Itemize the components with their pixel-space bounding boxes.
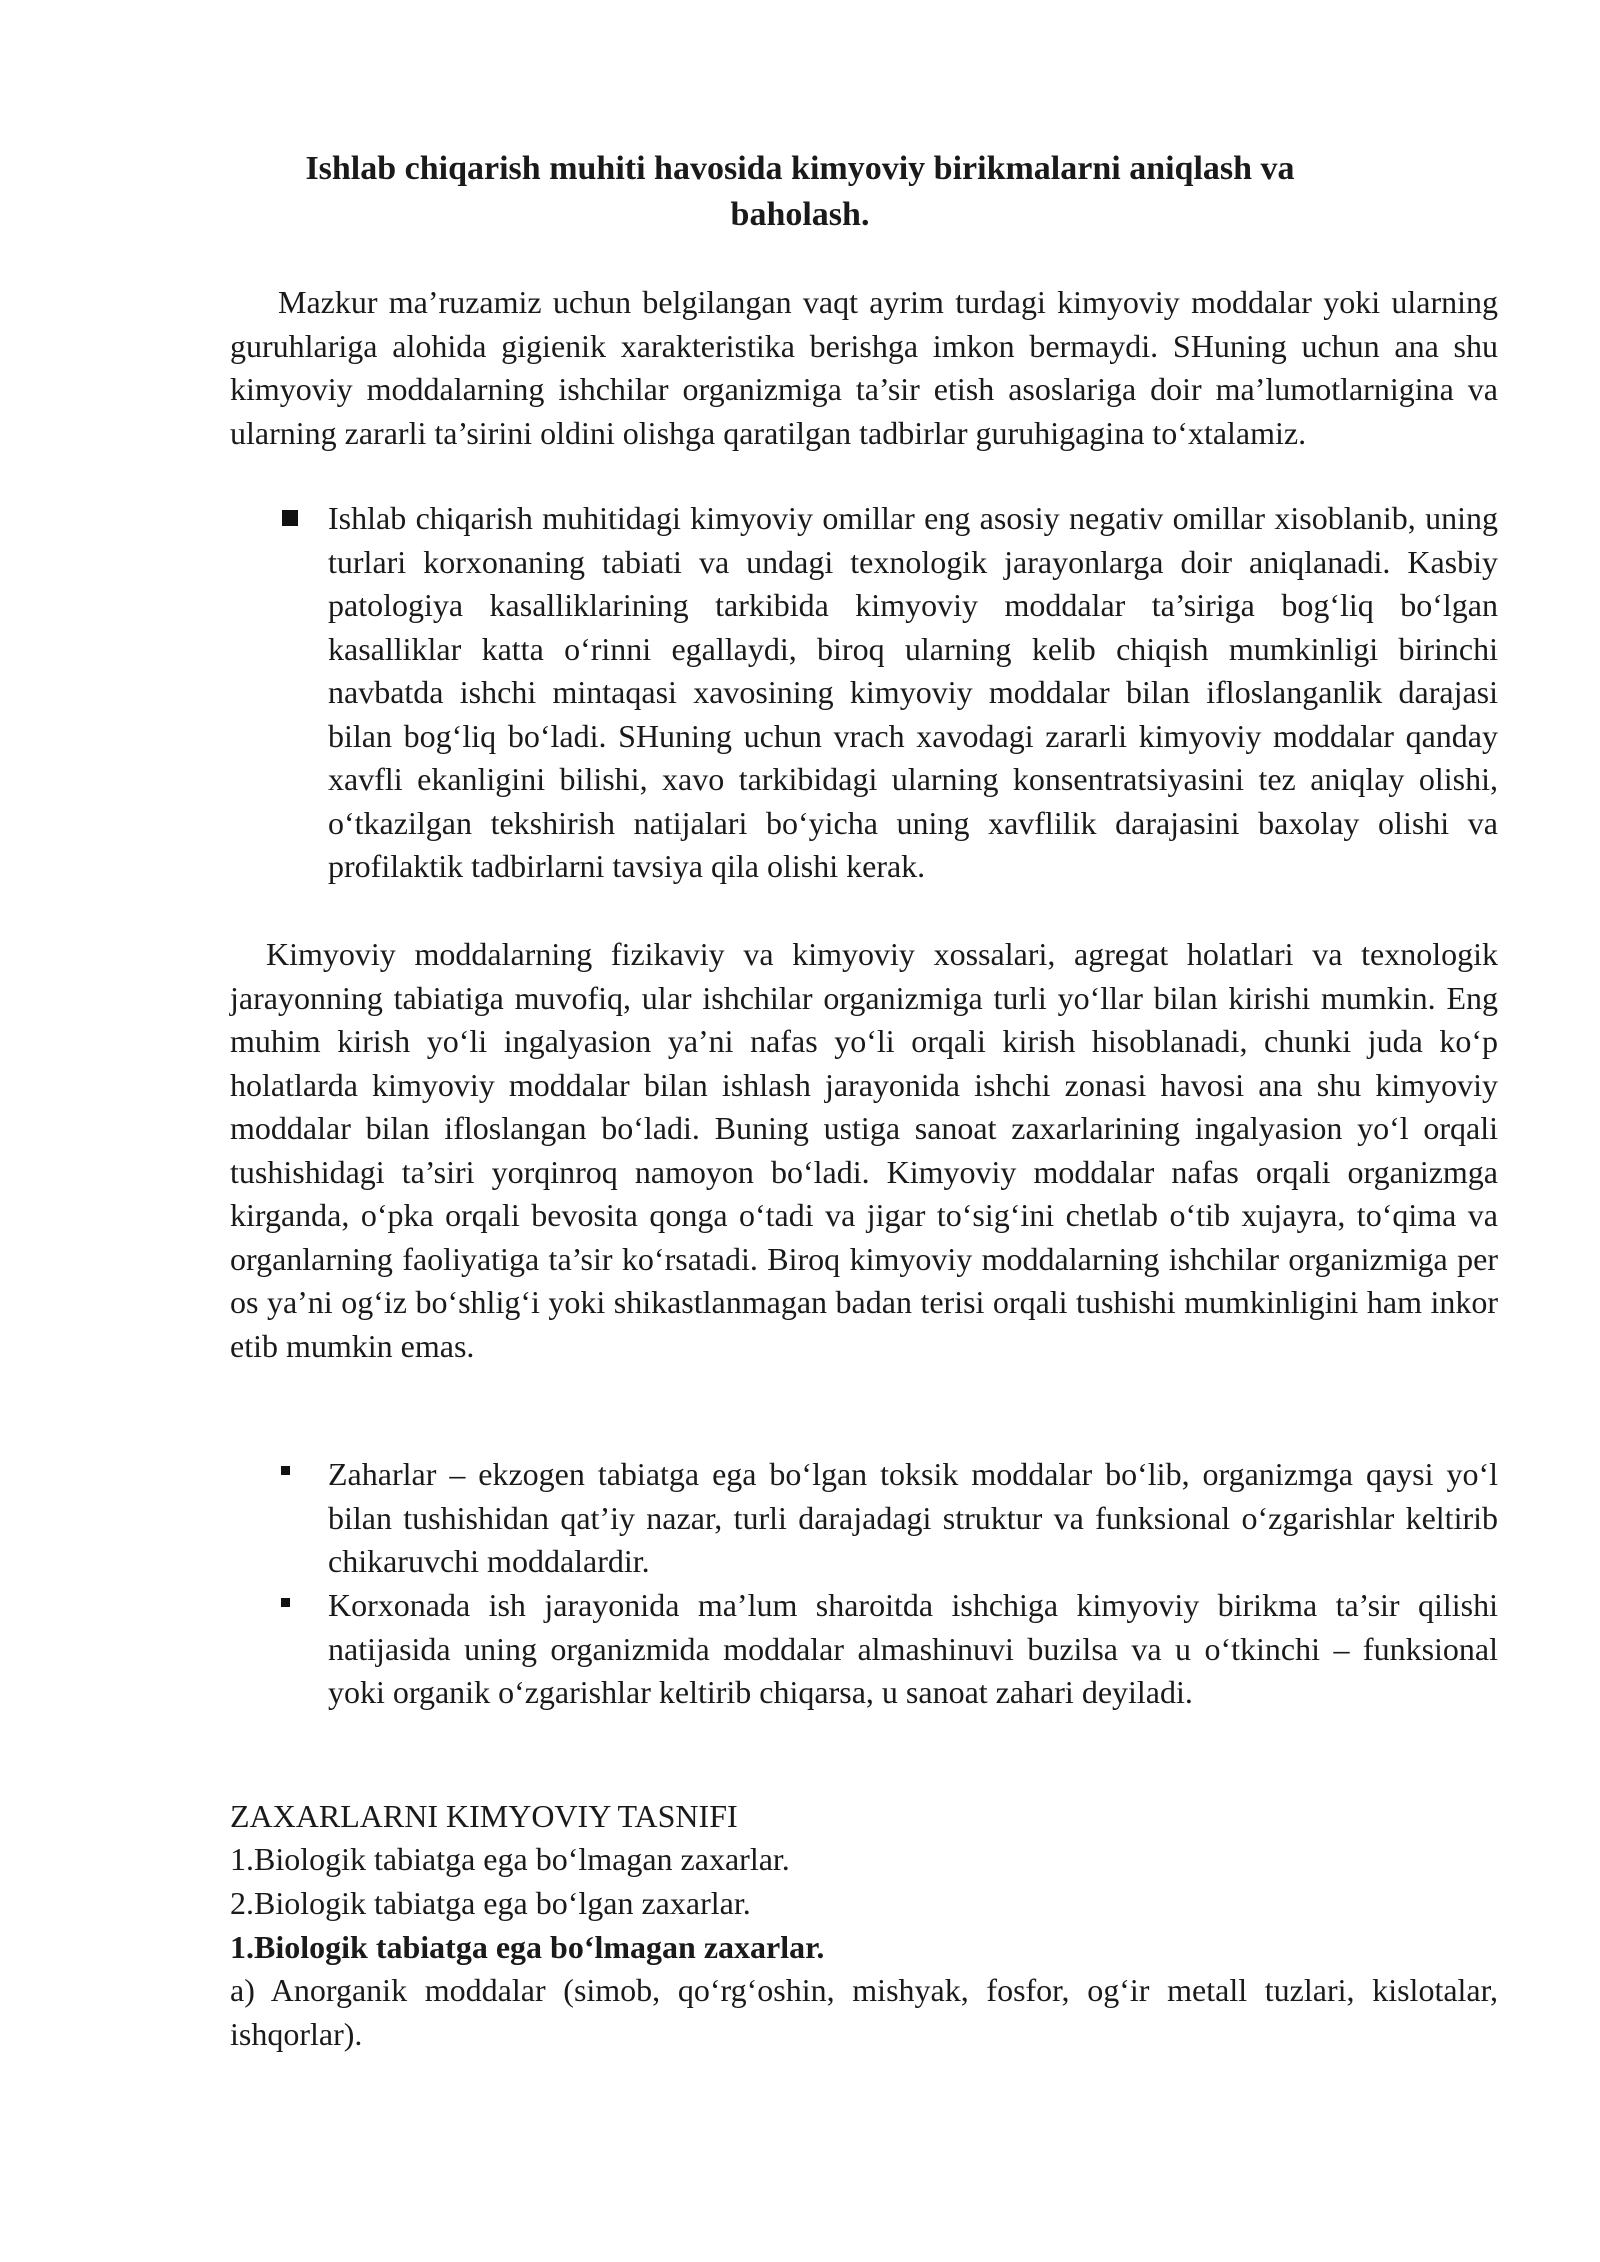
classification-item-1: 1.Biologik tabiatga ega bo‘lmagan zaxarlar. [230,1841,790,1877]
bullet-item-industrial-poison: Korxonada ish jarayonida ma’lum sharoitda ishchiga kimyoviy birikma ta’sir qilishi natijasida uning organizmida moddalar almashinuvi buzilsa va u o‘tkinchi – funksional yoki organik o‘zgarishlar keltirib chiqarsa, u sanoat zahari deyiladi. [328,1587,1498,1710]
document-title: Ishlab chiqarish muhiti havosida kimyoviy birikmalarni aniqlash va baholash. [305,150,1295,233]
subsection-heading: 1.Biologik tabiatga ega bo‘lmagan zaxarlar. [230,1929,825,1965]
bullet-item-chemical-factors: Ishlab chiqarish muhitidagi kimyoviy omillar eng asosiy negativ omillar xisoblanib, uning turlari korxonaning tabiati va undagi texnologik jarayonlarga doir aniqlanadi. Kasbiy patologiya kasalliklarining tarkibida kimyoviy moddalar ta’siriga bog‘liq bo‘lgan kasalliklar katta o‘rinni egallaydi, biroq ularning kelib chiqish mumkinligi birinchi navbatda ishchi mintaqasi xavosining kimyoviy moddalar bilan ifloslanganlik darajasi bilan bog‘liq bo‘ladi. SHuning uchun vrach xavodagi zararli kimyoviy moddalar qanday xavfli ekanligini bilishi, xavo tarkibidagi ularning konsentratsiyasini tez aniqlay olishi, o‘tkazilgan tekshirish natijalari bo‘yicha uning xavflilik darajasini baxolay olishi va profilaktik tadbirlarni tavsiya qila olishi kerak. [328,500,1498,884]
routes-paragraph: Kimyoviy moddalarning fizikaviy va kimyoviy xossalari, agregat holatlari va texnologik jarayonning tabiatiga muvofiq, ular ishchilar organizmiga turli yo‘llar bilan kirishi mumkin. Eng muhim kirish yo‘li ingalyasion ya’ni nafas yo‘li orqali kirish hisoblanadi, chunki juda ko‘p holatlarda kimyoviy moddalar bilan ishlash jarayonida ishchi zonasi havosi ana shu kimyoviy moddalar bilan ifloslangan bo‘ladi. Buning ustiga sanoat zaxarlarining ingalyasion yo‘l orqali tushishidagi ta’siri yorqinroq namoyon bo‘ladi. Kimyoviy moddalar nafas orqali organizmga kirganda, o‘pka orqali bevosita qonga o‘tadi va jigar to‘sig‘ini chetlab o‘tib xujayra, to‘qima va organlarning faoliyatiga ta’sir ko‘rsatadi. Biroq kimyoviy moddalarning ishchilar organizmiga per os ya’ni og‘iz bo‘shlig‘i yoki shikastlanmagan badan terisi orqali tushishi mumkinligini ham inkor etib mumkin emas. [230,936,1498,1364]
inorganic-substances-paragraph: a) Anorganik moddalar (simob, qo‘rg‘oshin, mishyak, fosfor, og‘ir metall tuzlari, kislotalar, ishqorlar). [230,1972,1498,2052]
section-heading: ZAXARLARNI KIMYOVIY TASNIFI [230,1798,738,1834]
small-square-bullet-icon [281,1466,290,1475]
classification-item-2: 2.Biologik tabiatga ega bo‘lgan zaxarlar. [230,1885,751,1921]
bullet-item-poisons-definition: Zaharlar – ekzogen tabiatga ega bo‘lgan toksik moddalar bo‘lib, organizmga qaysi yo‘l bilan tushishidan qat’iy nazar, turli darajadagi struktur va funksional o‘zgarishlar keltirib chikaruvchi moddalardir. [328,1456,1498,1579]
intro-paragraph: Mazkur ma’ruzamiz uchun belgilangan vaqt ayrim turdagi kimyoviy moddalar yoki ularning guruhlariga alohida gigienik xarakteristika berishga imkon bermaydi. SHuning uchun ana shu kimyoviy moddalarning ishchilar organizmiga ta’sir etish asoslariga doir ma’lumotlarnigina va ularning zararli ta’sirini oldini olishga qaratilgan tadbirlar guruhigagina to‘xtalamiz. [230,284,1498,451]
small-square-bullet-icon [281,1598,290,1607]
square-bullet-icon [282,510,298,526]
